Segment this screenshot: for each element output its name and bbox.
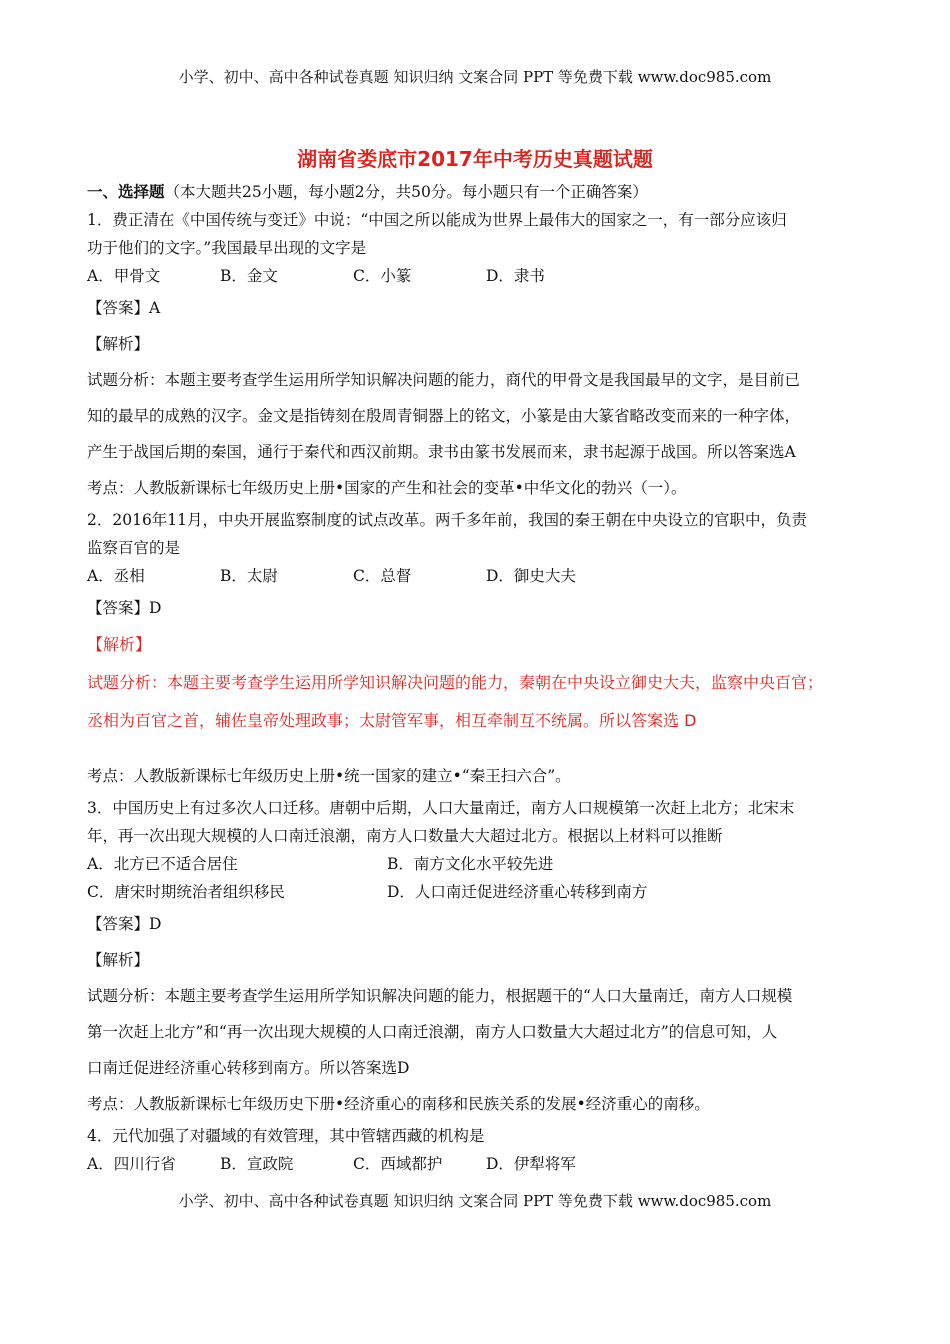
question-4 bbox=[87, 1122, 867, 1178]
question-options bbox=[87, 262, 867, 290]
question-options bbox=[87, 1150, 867, 1178]
document-body bbox=[87, 178, 867, 1178]
option-c: C．总督 bbox=[353, 567, 412, 585]
question-stem-line: 2．2016年11月，中央开展监察制度的试点改革。两千多年前，我国的秦王朝在中央设立的官职中，负责 bbox=[87, 511, 808, 529]
analysis-label: 【解析】 bbox=[87, 635, 152, 654]
question-stem-line: 1．费正清在《中国传统与变迁》中说：“中国之所以能成为世界上最伟大的国家之一，有一部分应该归 bbox=[87, 211, 787, 229]
question-options bbox=[87, 850, 867, 878]
question-stem-line: 功于他们的文字。”我国最早出现的文字是 bbox=[87, 239, 367, 257]
answer: 【答案】D bbox=[87, 915, 162, 933]
option-c: C．唐宋时期统治者组织移民 bbox=[87, 883, 285, 901]
question-stem-line: 3．中国历史上有过多次人口迁移。唐朝中后期，人口大量南迁，南方人口规模第一次赶上北方；北宋末 bbox=[87, 799, 795, 817]
question-stem-line: 年，再一次出现大规模的人口南迁浪潮，南方人口数量大大超过北方。根据以上材料可以推断 bbox=[87, 827, 723, 845]
question-stem-line: 监察百官的是 bbox=[87, 539, 181, 557]
question-options bbox=[87, 562, 867, 590]
section-heading bbox=[87, 178, 867, 206]
section-label: 一、选择题 bbox=[87, 182, 165, 201]
option-c: C．小篆 bbox=[353, 267, 412, 285]
question-1 bbox=[87, 206, 867, 506]
option-b: B．太尉 bbox=[220, 567, 278, 585]
option-a: A．甲骨文 bbox=[87, 267, 161, 285]
page-header: 小学、初中、高中各种试卷真题 知识归纳 文案合同 PPT 等免费下载 www.doc985.com bbox=[178, 68, 772, 86]
analysis-line: 丞相为百官之首，辅佐皇帝处理政事；太尉管军事，相互牵制互不统属。所以答案选 D bbox=[87, 711, 697, 730]
analysis-line: 试题分析：本题主要考查学生运用所学知识解决问题的能力，商代的甲骨文是我国最早的文字，是目前已 bbox=[87, 371, 801, 389]
kaodian: 考点：人教版新课标七年级历史上册•国家的产生和社会的变革•中华文化的勃兴（一）。 bbox=[87, 479, 687, 497]
analysis-line: 试题分析：本题主要考查学生运用所学知识解决问题的能力，秦朝在中央设立御史大夫，监察中央百官； bbox=[87, 673, 824, 692]
analysis-line: 第一次赶上北方”和“再一次出现大规模的人口南迁浪潮，南方人口数量大大超过北方”的信息可知，人 bbox=[87, 1023, 778, 1041]
option-d: D．御史大夫 bbox=[486, 567, 576, 585]
answer: 【答案】A bbox=[87, 299, 161, 317]
analysis-line: 产生于战国后期的秦国，通行于秦代和西汉前期。隶书由篆书发展而来，隶书起源于战国。所以答案选A bbox=[87, 443, 796, 461]
kaodian: 考点：人教版新课标七年级历史下册•经济重心的南移和民族关系的发展•经济重心的南移。 bbox=[87, 1095, 710, 1113]
analysis-line: 试题分析：本题主要考查学生运用所学知识解决问题的能力，根据题干的“人口大量南迁，南方人口规模 bbox=[87, 987, 793, 1005]
question-stem-line: 4．元代加强了对疆域的有效管理，其中管辖西藏的机构是 bbox=[87, 1127, 485, 1145]
option-d: D．隶书 bbox=[486, 267, 545, 285]
analysis-line: 口南迁促进经济重心转移到南方。所以答案选D bbox=[87, 1059, 410, 1077]
option-a: A．北方已不适合居住 bbox=[87, 855, 238, 873]
option-b: B．金文 bbox=[220, 267, 278, 285]
option-a: A．四川行省 bbox=[87, 1155, 176, 1173]
option-c: C．西域都护 bbox=[353, 1155, 443, 1173]
answer: 【答案】D bbox=[87, 599, 162, 617]
kaodian: 考点：人教版新课标七年级历史上册•统一国家的建立•“秦王扫六合”。 bbox=[87, 767, 571, 785]
section-note: （本大题共25小题，每小题2分，共50分。每小题只有一个正确答案） bbox=[164, 183, 648, 201]
option-b: B．南方文化水平较先进 bbox=[387, 855, 554, 873]
page-footer: 小学、初中、高中各种试卷真题 知识归纳 文案合同 PPT 等免费下载 www.doc985.com bbox=[178, 1192, 772, 1210]
page-title: 湖南省娄底市2017年中考历史真题试题 bbox=[297, 147, 653, 171]
option-d: D．伊犁将军 bbox=[486, 1155, 576, 1173]
question-3 bbox=[87, 794, 867, 1122]
option-a: A．丞相 bbox=[87, 567, 145, 585]
question-2 bbox=[87, 506, 867, 794]
option-d: D．人口南迁促进经济重心转移到南方 bbox=[387, 883, 648, 901]
analysis-label: 【解析】 bbox=[87, 951, 150, 969]
option-b: B．宣政院 bbox=[220, 1155, 294, 1173]
analysis-line: 知的最早的成熟的汉字。金文是指铸刻在殷周青铜器上的铭文，小篆是由大篆省略改变而来的一种字体， bbox=[87, 407, 801, 425]
analysis-label: 【解析】 bbox=[87, 335, 150, 353]
question-options bbox=[87, 878, 867, 906]
spacer bbox=[87, 740, 867, 758]
